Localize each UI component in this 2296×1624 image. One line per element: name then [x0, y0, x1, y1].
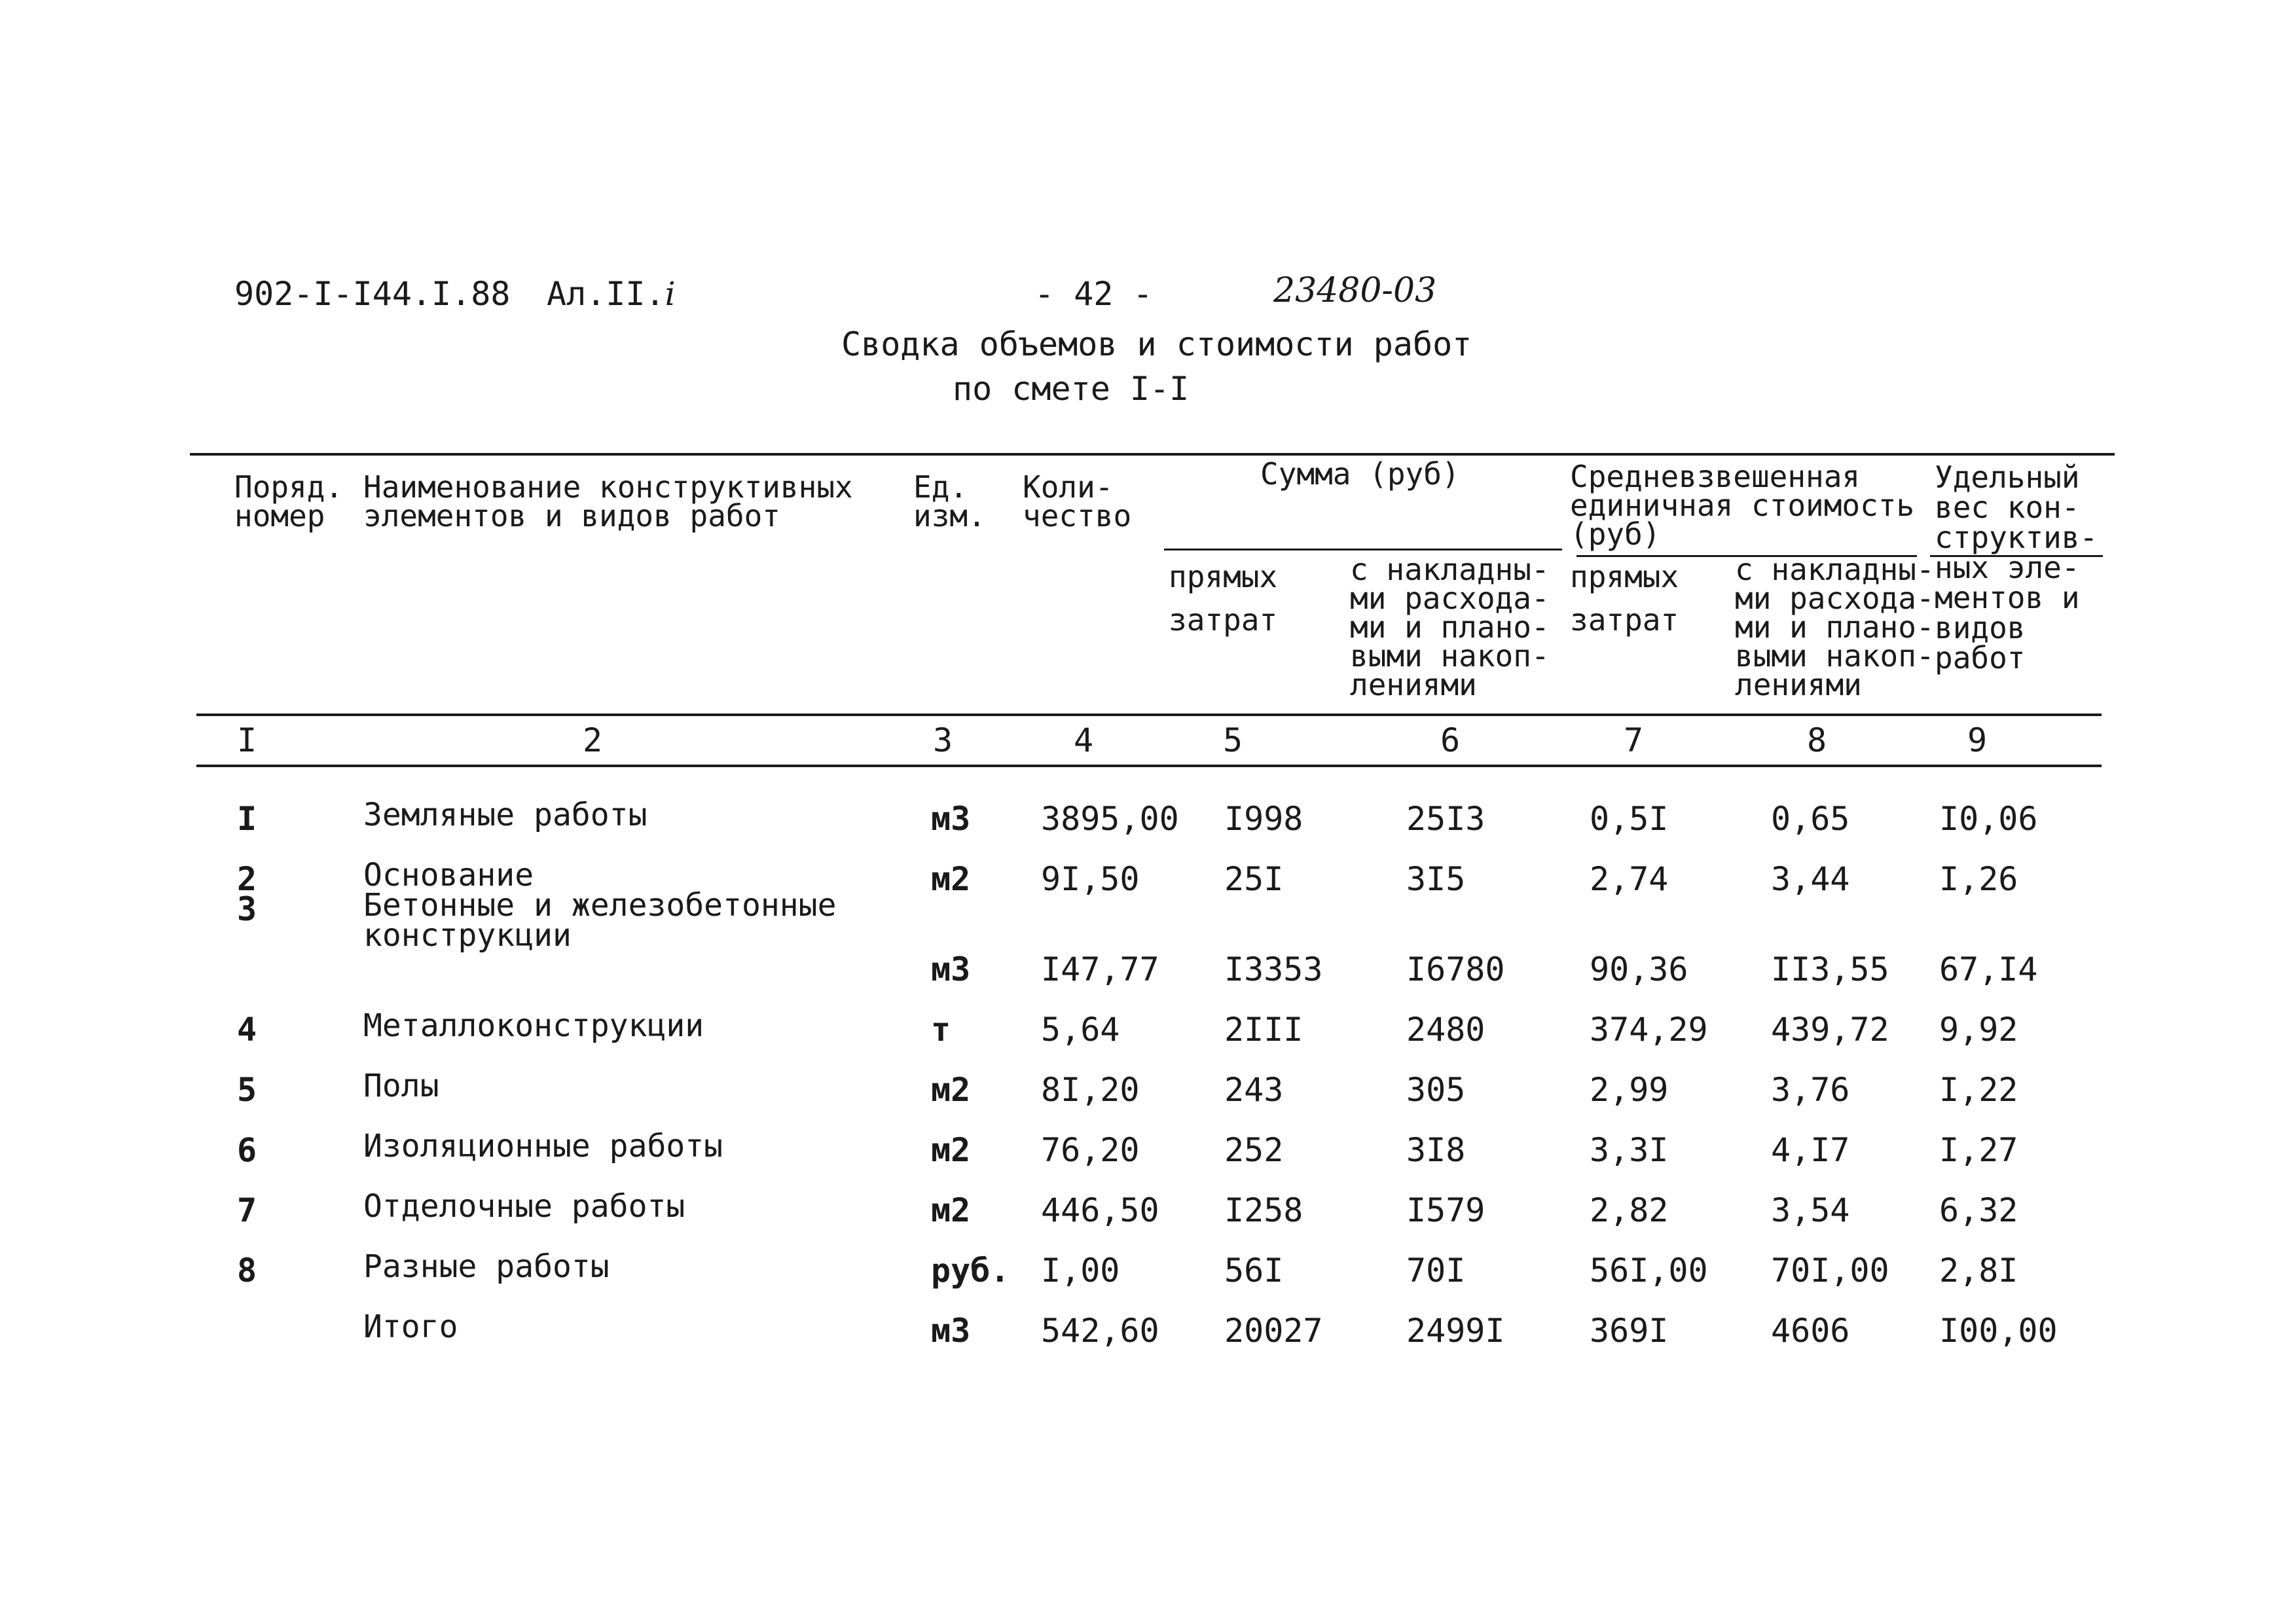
document-code: 902-I-I44.I.88 — [234, 275, 511, 313]
cell-no: 2 — [237, 860, 257, 898]
cell-no: 6 — [237, 1131, 257, 1169]
cell-avg-direct: 0,5I — [1590, 800, 1669, 838]
cell-weight: I,22 — [1939, 1071, 2018, 1109]
header-specific-weight: Удельный вес кон- структив- ных эле- ментов и видов работ — [1935, 460, 2098, 676]
inventory-number: 23480-03 — [1273, 271, 1437, 310]
column-number: 3 — [933, 721, 953, 759]
cell-weight: I0,06 — [1939, 800, 2038, 838]
cell-qty: 446,50 — [1041, 1191, 1159, 1229]
cell-unit: т — [931, 1011, 951, 1049]
cell-avg-overhead: 3,44 — [1771, 860, 1850, 898]
cell-direct: 20027 — [1224, 1312, 1323, 1350]
cell-avg-direct: 374,29 — [1590, 1011, 1708, 1049]
header-order-number: Поряд. номер — [234, 469, 344, 533]
cell-qty: 542,60 — [1041, 1312, 1159, 1350]
header-unit: Ед. изм. — [913, 469, 986, 533]
cell-avg-overhead: 4,I7 — [1771, 1131, 1850, 1169]
header-quantity: Коли- чество — [1023, 469, 1132, 533]
cell-direct: I998 — [1224, 800, 1303, 838]
cell-unit: м3 — [931, 950, 971, 988]
column-numbers-rule — [196, 765, 2102, 767]
column-number: 4 — [1074, 721, 1094, 759]
column-number: 5 — [1223, 721, 1243, 759]
cell-direct: 25I — [1224, 860, 1284, 898]
cell-avg-overhead: 70I,00 — [1771, 1252, 1889, 1290]
header-bottom-rule — [196, 713, 2102, 716]
cell-weight: 6,32 — [1939, 1191, 2018, 1229]
cell-weight: I,26 — [1939, 860, 2018, 898]
cell-unit: м3 — [931, 800, 971, 838]
cell-qty: I47,77 — [1041, 950, 1159, 988]
album-handwritten-mark: i — [665, 275, 676, 313]
cell-direct: 56I — [1224, 1252, 1284, 1290]
cell-no: I — [237, 800, 257, 838]
cell-overhead: 2499I — [1406, 1312, 1505, 1350]
album-reference — [547, 275, 676, 313]
cell-name: Металлоконструкции — [363, 1007, 704, 1044]
cell-no: 7 — [237, 1191, 257, 1229]
cell-no: 4 — [237, 1011, 257, 1049]
cell-avg-overhead: 3,76 — [1771, 1071, 1850, 1109]
column-number: 6 — [1440, 721, 1461, 759]
header-avg-direct: прямых затрат — [1570, 559, 1679, 638]
cell-overhead: I6780 — [1406, 950, 1505, 988]
cell-direct: 2III — [1224, 1011, 1303, 1049]
cell-weight: 2,8I — [1939, 1252, 2018, 1290]
cell-name: Полы — [363, 1068, 439, 1104]
header-item-name: Наименование конструктивных элементов и видов работ — [363, 469, 853, 533]
header-sum-direct: прямых затрат — [1169, 559, 1278, 638]
cell-unit: м2 — [931, 1191, 971, 1229]
cell-overhead: 3I5 — [1406, 860, 1466, 898]
cell-weight: 67,I4 — [1939, 950, 2038, 988]
cell-avg-direct: 90,36 — [1590, 950, 1688, 988]
column-number: 2 — [583, 721, 603, 759]
page-subtitle: по смете I-I — [953, 370, 1190, 408]
album-label: Ал.II. — [547, 275, 665, 313]
cell-weight: I00,00 — [1939, 1312, 2058, 1350]
sum-group-underline — [1164, 549, 1562, 550]
cell-qty: I,00 — [1041, 1252, 1120, 1290]
cell-name: Бетонные и железобетонные конструкции — [363, 887, 837, 954]
cell-avg-overhead: 3,54 — [1771, 1191, 1850, 1229]
cell-unit: м2 — [931, 1071, 971, 1109]
header-sum-overhead: с накладны- ми расхода- ми и плано- выми накоп- лениями — [1350, 552, 1550, 702]
cell-qty: 8I,20 — [1041, 1071, 1140, 1109]
cell-name: Основание — [363, 857, 534, 893]
cell-avg-overhead: II3,55 — [1771, 950, 1889, 988]
cell-weight: I,27 — [1939, 1131, 2018, 1169]
cell-weight: 9,92 — [1939, 1011, 2018, 1049]
cell-unit: м2 — [931, 860, 971, 898]
cell-unit: м2 — [931, 1131, 971, 1169]
cell-name: Изоляционные работы — [363, 1128, 723, 1164]
cell-avg-overhead: 439,72 — [1771, 1011, 1889, 1049]
cell-avg-direct: 2,82 — [1590, 1191, 1669, 1229]
cell-overhead: 3I8 — [1406, 1131, 1466, 1169]
cell-avg-direct: 369I — [1590, 1312, 1669, 1350]
cell-avg-direct: 56I,00 — [1590, 1252, 1708, 1290]
cell-overhead: 305 — [1406, 1071, 1466, 1109]
cell-overhead: I579 — [1406, 1191, 1485, 1229]
cell-overhead: 25I3 — [1406, 800, 1485, 838]
column-number: 9 — [1967, 721, 1988, 759]
cell-direct: 243 — [1224, 1071, 1284, 1109]
cell-overhead: 2480 — [1406, 1011, 1485, 1049]
cell-direct: 252 — [1224, 1131, 1284, 1169]
cell-no: 3 — [237, 890, 257, 928]
cell-unit: руб. — [931, 1252, 1010, 1290]
cell-name: Отделочные работы — [363, 1188, 685, 1225]
cell-qty: 76,20 — [1041, 1131, 1140, 1169]
cell-avg-overhead: 0,65 — [1771, 800, 1850, 838]
cell-unit: м3 — [931, 1312, 971, 1350]
cell-qty: 9I,50 — [1041, 860, 1140, 898]
cell-qty: 3895,00 — [1041, 800, 1179, 838]
column-number: I — [237, 721, 257, 759]
column-number: 8 — [1807, 721, 1827, 759]
cell-name: Разные работы — [363, 1248, 610, 1285]
cell-avg-direct: 2,74 — [1590, 860, 1669, 898]
page-title: Сводка объемов и стоимости работ — [841, 325, 1472, 363]
cell-name: Земляные работы — [363, 797, 647, 833]
header-avg-group: Средневзвешенная единичная стоимость (руб) — [1570, 459, 1915, 552]
header-avg-overhead: с накладны- ми расхода- ми и плано- выми накоп- лениями — [1735, 552, 1935, 702]
cell-direct: I258 — [1224, 1191, 1303, 1229]
page-number: - 42 - — [1034, 275, 1153, 313]
column-number: 7 — [1624, 721, 1644, 759]
cell-no: 8 — [237, 1252, 257, 1290]
cell-avg-direct: 3,3I — [1590, 1131, 1669, 1169]
cell-avg-direct: 2,99 — [1590, 1071, 1669, 1109]
cell-no: 5 — [237, 1071, 257, 1109]
cell-direct: I3353 — [1224, 950, 1323, 988]
cell-name: Итого — [363, 1308, 458, 1345]
table-top-rule — [190, 453, 2115, 456]
header-sum-group: Сумма (руб) — [1260, 456, 1460, 492]
cell-qty: 5,64 — [1041, 1011, 1120, 1049]
cell-avg-overhead: 4606 — [1771, 1312, 1850, 1350]
cell-overhead: 70I — [1406, 1252, 1466, 1290]
